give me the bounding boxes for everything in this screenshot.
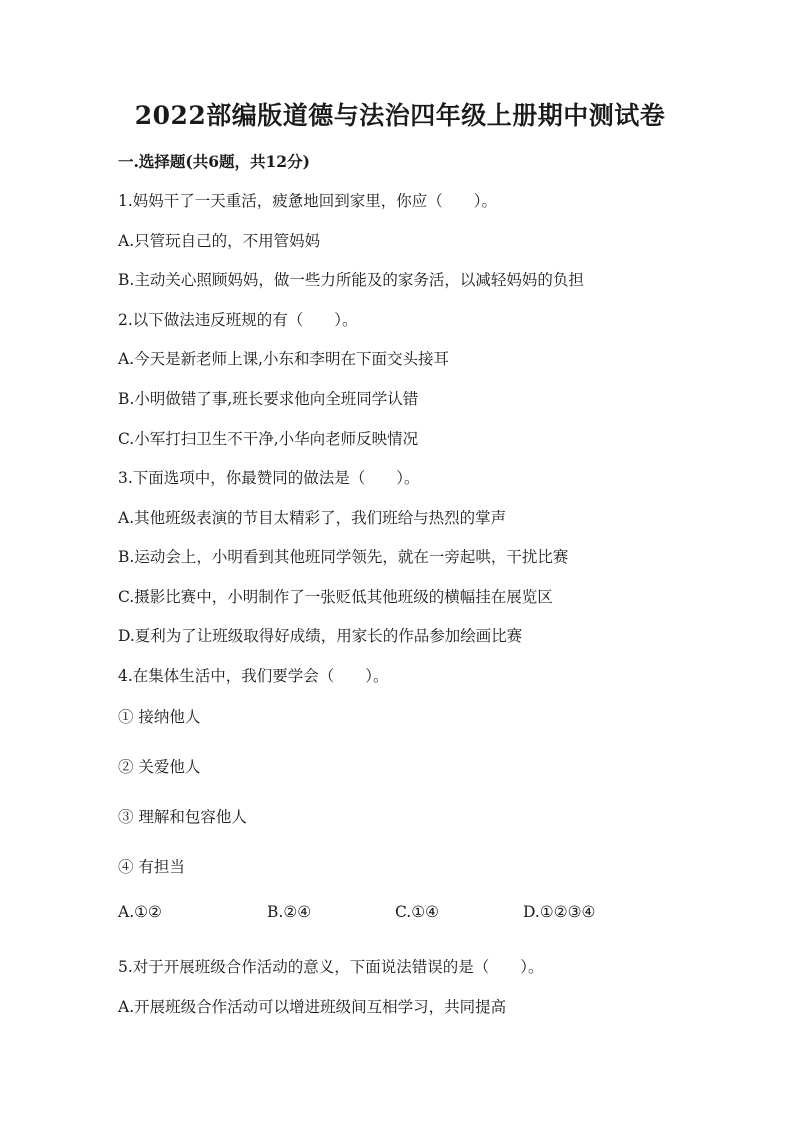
question-4-statement-2: ② 关爱他人 — [118, 758, 201, 776]
question-5-option-a: A.开展班级合作活动可以增进班级间互相学习，共同提高 — [118, 998, 507, 1016]
question-3-option-b: B.运动会上，小明看到其他班同学领先，就在一旁起哄，干扰比赛 — [118, 548, 569, 566]
question-5-stem: 5.对于开展班级合作活动的意义，下面说法错误的是（ ）。 — [118, 958, 544, 976]
question-4-option-b: B.②④ — [267, 903, 312, 921]
question-4-option-a: A.①② — [118, 903, 162, 921]
question-3-option-d: D.夏利为了让班级取得好成绩，用家长的作品参加绘画比赛 — [118, 627, 523, 645]
question-4-option-c: C.①④ — [395, 903, 440, 921]
question-1-option-b: B.主动关心照顾妈妈，做一些力所能及的家务活，以减轻妈妈的负担 — [118, 271, 584, 289]
section-heading: 一.选择题(共6题，共12分) — [118, 152, 310, 171]
question-1-stem: 1.妈妈干了一天重活，疲惫地回到家里，你应（ ）。 — [118, 192, 498, 210]
question-4-stem: 4.在集体生活中，我们要学会（ ）。 — [118, 667, 389, 685]
question-2-stem: 2.以下做法违反班规的有（ ）。 — [118, 311, 358, 329]
question-4-statement-4: ④ 有担当 — [118, 858, 185, 876]
question-2-option-c: C.小军打扫卫生不干净,小华向老师反映情况 — [118, 430, 419, 448]
question-4-statement-1: ① 接纳他人 — [118, 708, 201, 726]
page-title: 2022部编版道德与法治四年级上册期中测试卷 — [134, 101, 666, 130]
question-4-statement-3: ③ 理解和包容他人 — [118, 808, 247, 826]
question-1-option-a: A.只管玩自己的，不用管妈妈 — [118, 232, 321, 250]
question-4-options-row — [118, 903, 678, 927]
question-3-option-a: A.其他班级表演的节目太精彩了，我们班给与热烈的掌声 — [118, 509, 507, 527]
question-2-option-a: A.今天是新老师上课,小东和李明在下面交头接耳 — [118, 350, 450, 368]
question-3-stem: 3.下面选项中，你最赞同的做法是（ ）。 — [118, 469, 420, 487]
question-3-option-c: C.摄影比赛中，小明制作了一张贬低其他班级的横幅挂在展览区 — [118, 588, 553, 606]
question-2-option-b: B.小明做错了事,班长要求他向全班同学认错 — [118, 390, 419, 408]
question-4-option-d: D.①②③④ — [523, 903, 596, 921]
